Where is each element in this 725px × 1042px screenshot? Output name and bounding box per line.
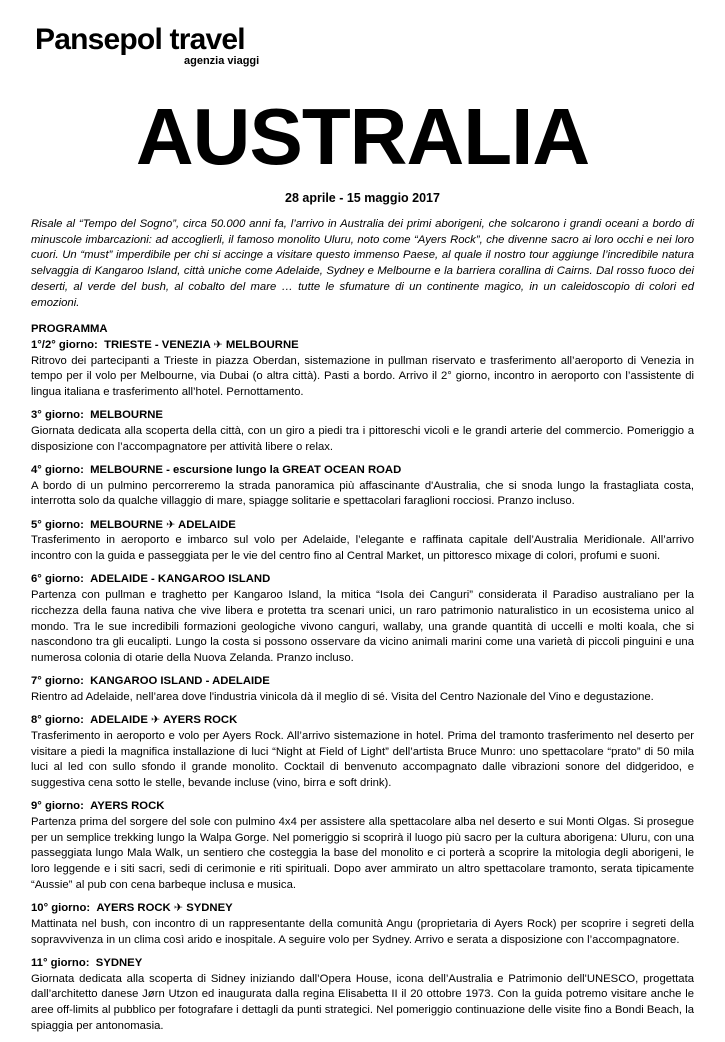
day-heading	[31, 713, 694, 729]
day-label: 9° giorno:	[31, 800, 84, 813]
trip-dates: 28 aprile - 15 maggio 2017	[285, 191, 440, 205]
day-origin: ADELAIDE	[90, 714, 148, 727]
page-title: AUSTRALIA	[135, 92, 590, 181]
day-heading	[31, 572, 694, 588]
day-heading	[31, 518, 694, 534]
plane-icon: ✈	[213, 338, 223, 351]
itinerary-day	[31, 572, 694, 666]
day-destination: SYDNEY	[95, 956, 143, 969]
plane-icon: ✈	[173, 902, 184, 915]
day-description: Trasferimento in aeroporto e imbarco sul volo per Adelaide, l’elegante e raffinata capitale dell’Australia Meridionale. All’arrivo incontro con la guida e passeggiata per le vie del centro fino al Central Market, un pittoresco mixage di colori, profumi e suoni.	[31, 534, 694, 563]
day-destination: MELBOURNE - escursione lungo la GREAT OCEAN ROAD	[90, 464, 402, 477]
day-heading	[31, 799, 694, 815]
logo-main-text: Pansepol travel	[35, 23, 245, 56]
day-destination: AYERS ROCK	[162, 714, 238, 727]
day-description: A bordo di un pulmino percorreremo la strada panoramica più affascinante d'Australia, che si snoda lungo la frastagliata costa, interrotta solo da qualche villaggio di mare, spiagge solitarie e spettacolari faraglioni rocciosi. Pranzo incluso.	[31, 479, 694, 508]
day-description: Giornata dedicata alla scoperta della città, con un giro a piedi tra i pittoreschi vicoli e le grandi arterie del commercio. Pomeriggio a disposizione con l’accompagnatore per attività libere o relax.	[31, 425, 694, 453]
day-heading	[31, 901, 694, 917]
itinerary-day	[31, 901, 694, 948]
day-label: 10° giorno:	[31, 902, 91, 915]
day-description: Mattinata nel bush, con incontro di un rappresentante della comunità Angu (proprietaria di Ayers Rock) per scoprire i segreti della sopravvivenza in un clima così arido e inospitale. A seguire volo per Sydney. Arrivo e serata a disposizione con l’accompagnatore.	[31, 917, 694, 946]
day-label: 3° giorno:	[31, 409, 84, 422]
day-label: 8° giorno:	[31, 714, 84, 727]
day-heading	[31, 463, 694, 479]
day-label: 1°/2° giorno:	[31, 338, 98, 351]
document-body	[31, 217, 694, 1042]
day-heading	[31, 674, 694, 690]
day-heading	[31, 408, 694, 424]
plane-icon: ✈	[151, 714, 161, 727]
itinerary-list	[31, 338, 694, 1034]
itinerary-day	[31, 518, 694, 565]
day-origin: AYERS ROCK	[96, 902, 171, 915]
day-label: 5° giorno:	[31, 518, 84, 531]
day-origin: TRIESTE - VENEZIA	[104, 338, 211, 351]
logo-subtitle: agenzia viaggi	[184, 55, 260, 67]
intro-paragraph: Risale al “Tempo del Sogno”, circa 50.000 anni fa, l’arrivo in Australia dei primi aborigeni, che solcarono i grandi oceani a bordo di minuscole imbarcazioni: ad accoglierli, il famoso monolito Uluru, noto come “Ayers Rock”, che divenne sacro ai loro occhi e nei loro cuori. Un “must” imperdibile per chi si accinge a visitare questo immenso Paese, al quale il nostro tour aggiunge l’incredibile natura selvaggia di Kangaroo Island, città uniche come Adelaide, Sydney e Melbourne e la barriera corallina di Cairns. Dal rosso fuoco dei deserti, al verde del bush, al cobalto del mare … tutte le sfumature di un continente magico, in un caleidoscopio di colori ed emozioni.	[31, 218, 694, 309]
itinerary-day	[31, 463, 694, 510]
day-destination: ADELAIDE	[178, 518, 236, 531]
day-description: Partenza con pullman e traghetto per Kangaroo Island, la mitica “Isola dei Canguri” considerata il Paradiso australiano per la ricchezza della fauna nativa che vive libera e protetta tra scenari unici, un raro patrimonio naturalistico in un ecosistema unico al mondo. Tra le sue incredibili formazioni geologiche vivono canguri, wallaby, una grande quantità di uccelli e molti koala, che si nascondono tra gli eucalipti. Lungo la costa si possono osservare da vicino animali marini come una varietà di piccoli pinguini e una numerosa colonia di otarie della Nuova Zelanda. Pranzo incluso.	[31, 589, 694, 664]
itinerary-day	[31, 713, 694, 792]
itinerary-day	[31, 338, 694, 401]
day-destination: ADELAIDE - KANGAROO ISLAND	[90, 573, 271, 586]
day-origin: MELBOURNE	[90, 518, 163, 531]
day-description: Ritrovo dei partecipanti a Trieste in piazza Oberdan, sistemazione in pullman riservato e trasferimento all’aeroporto di Venezia in tempo per il volo per Melbourne, via Dubai (o altra città). Pasti a bordo. Arrivo il 2° giorno, incontro in aeroporto con l’assistente di lingua italiana e trasferimento all’hotel. Pernottamento.	[31, 354, 694, 399]
day-description: Trasferimento in aeroporto e volo per Ayers Rock. All’arrivo sistemazione in hotel. Prima del tramonto trasferimento nel deserto per visitare a piedi la magnifica installazione di luci “Night at Field of Light” dell’artista Bruce Munro: uno spettacolare “prato” di 50 mila luci al led con sullo sfondo il grande monolito. Cocktail di benvenuto accompagnato dalle vibrazioni sonore del didgeridoo, e suggestiva cena sotto le stelle, bevande incluse (vino, birra e soft drink).	[31, 729, 694, 790]
day-description: Rientro ad Adelaide, nell’area dove l'industria vinicola dà il meglio di sé. Visita del Centro Nazionale del Vino e degustazione.	[31, 690, 654, 703]
day-label: 6° giorno:	[31, 573, 84, 586]
day-destination: MELBOURNE	[225, 338, 299, 351]
day-heading	[31, 338, 694, 354]
program-heading: PROGRAMMA	[31, 323, 108, 336]
day-destination: AYERS ROCK	[90, 800, 165, 813]
day-heading	[31, 956, 694, 972]
itinerary-day	[31, 799, 694, 893]
day-label: 7° giorno:	[31, 675, 84, 688]
day-description: Partenza prima del sorgere del sole con pulmino 4x4 per assistere alla spettacolare alba nel deserto e sui Monti Olgas. Si prosegue per un semplice trekking lungo la Walpa Gorge. Nel pomeriggio si scoprirà il luogo più sacro per la cultura aborigena: Uluru, con una passeggiata lungo Mala Walk, un sentiero che costeggia la base del monolito e ci porterà a scoprire la mitologia degli aborigeni, le loro leggende e i siti sacri, sedi di cerimonie e riti spirituali. Dopo aver ammirato un altro spettacolare tramonto, serata tipicamente “Aussie” al pub con cena barbeque inclusa e musica.	[31, 816, 694, 891]
agency-logo	[35, 22, 275, 72]
day-destination: KANGAROO ISLAND - ADELAIDE	[90, 675, 270, 688]
itinerary-day	[31, 956, 694, 1035]
day-label: 4° giorno:	[31, 464, 84, 477]
day-destination: SYDNEY	[186, 902, 233, 915]
plane-icon: ✈	[166, 518, 176, 531]
day-label: 11° giorno:	[31, 956, 90, 969]
itinerary-day	[31, 674, 694, 705]
day-destination: MELBOURNE	[90, 409, 163, 422]
itinerary-day	[31, 408, 694, 455]
day-description: Giornata dedicata alla scoperta di Sidney iniziando dall’Opera House, icona dell’Australia e Patrimonio dell'UNESCO, progettata dall’architetto danese Jørn Utzon ed inaugurata dalla regina Elisabetta II il 20 ottobre 1973. Con la guida potremo visitare anche le aree off-limits al pubblico per fotografare i dettagli da punti strategici. Nel pomeriggio continuazione delle visite fino a Bondi Beach, la spiaggia per antonomasia.	[31, 972, 694, 1032]
